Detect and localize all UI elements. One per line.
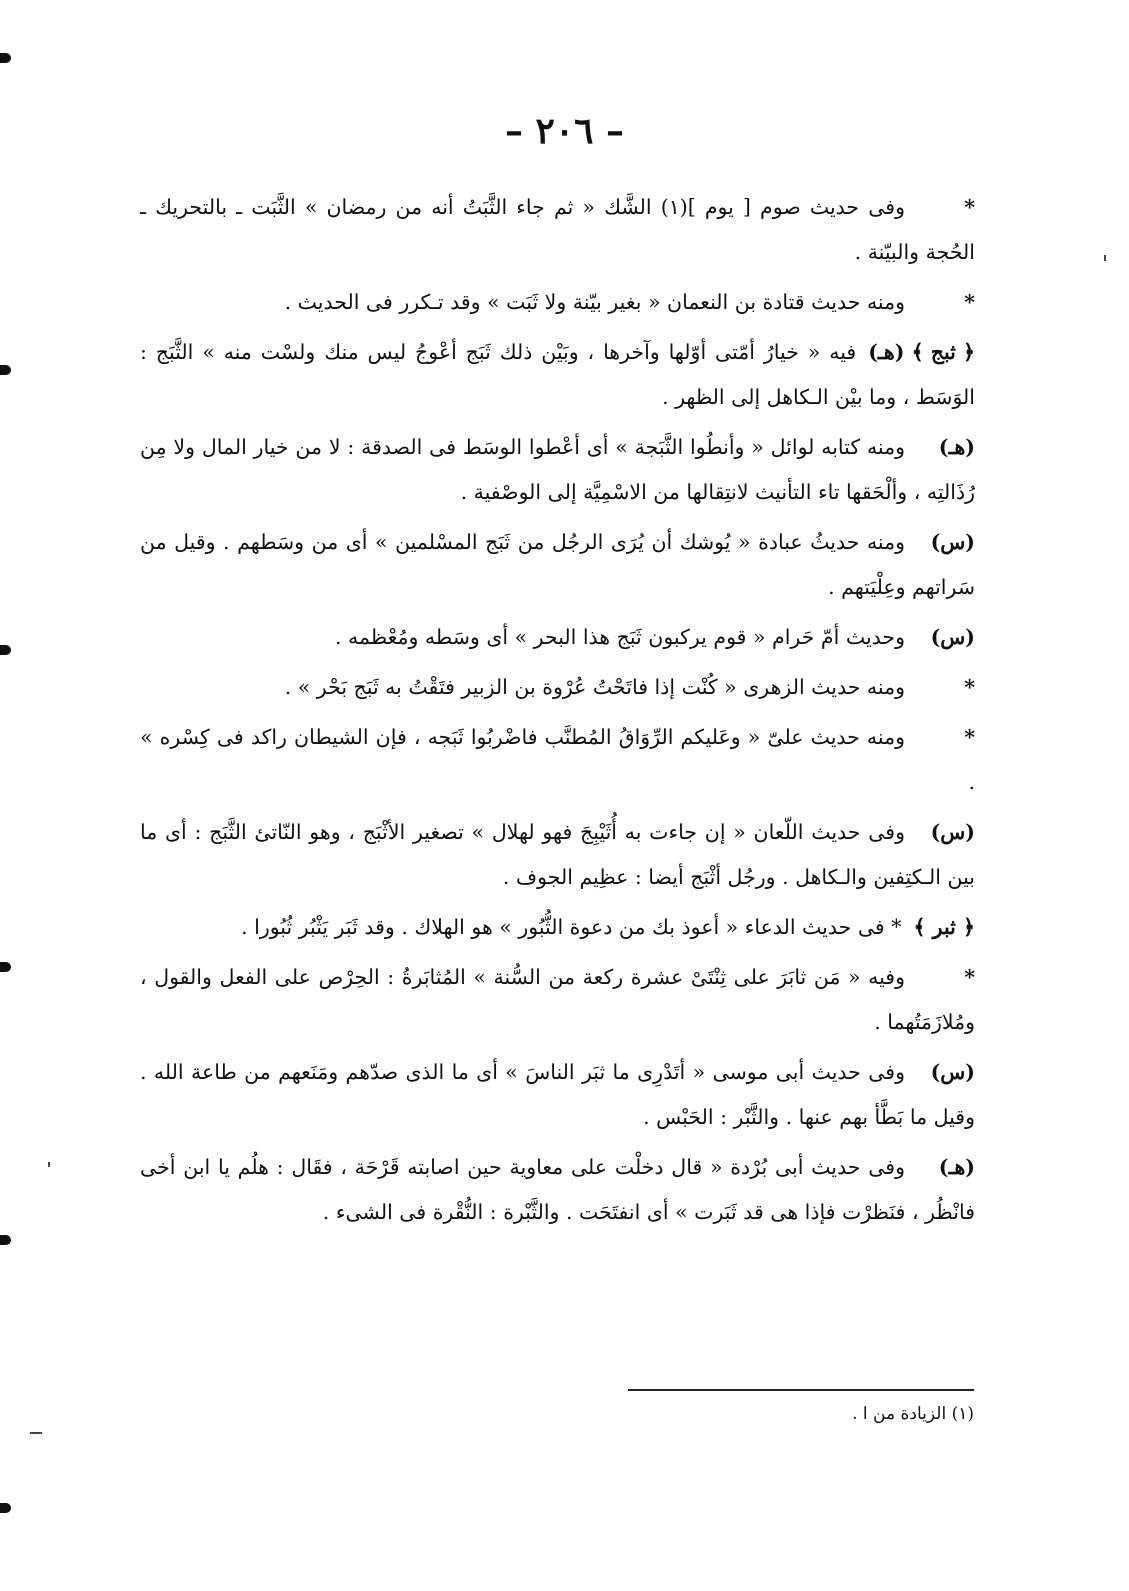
paragraph-text: ومنه حديث الزهرى « كُنْت إذا فاتَحْتُ عُرْوة بن الزبير فتَقْتُ به ثَبَج بَحْر » .: [284, 675, 905, 699]
paragraph-marker: (س): [930, 530, 975, 554]
paragraph-marker: *: [964, 725, 975, 749]
paragraph-text: ومنه حديث علىّ « وعَليكم الرِّوَاقُ المُطنَّب فاضْربُوا ثَبَجه ، فإن الشيطان راكد فى كِسْره » .: [140, 725, 975, 794]
paragraph-marker: *: [964, 290, 975, 314]
paragraph-text: وفى حديث أبى موسى « أتَدْرِى ما ثبَر الناسَ » أى ما الذى صدّهم ومَنَعهم من طاعة الله . وقيل ما بَطَّأ بهم عنها . والثَّبْر : الحَبْس .: [140, 1060, 975, 1129]
paragraph-marker: *: [964, 195, 976, 219]
paragraph-marker: (هـ): [938, 435, 975, 459]
paragraph: [140, 330, 975, 420]
paragraph: [140, 1050, 975, 1140]
entry-heading: ﴿ ثبر ﴾: [913, 915, 975, 939]
footnote: (١) الزيادة من ا .: [852, 1404, 974, 1424]
paragraph: [140, 810, 975, 900]
footnote-divider: [628, 1389, 974, 1391]
paragraph-text: وحديث أمّ حَرام « قوم يركبون ثَبَج هذا البحر » أى وسَطه ومُعْظمه .: [334, 625, 905, 649]
paragraph: [140, 425, 975, 515]
scan-speck: [48, 1162, 50, 1167]
paragraph-text: وفيه « مَن ثابَرَ على ثِنْتَىْ عشرة ركعة من السُّنة » المُثابَرةُ : الحِرْص على الفعل والقول ، ومُلازَمَتُهما .: [140, 965, 975, 1034]
paragraph-marker: (س): [930, 625, 975, 649]
binding-mark: [0, 1235, 11, 1245]
paragraph: [140, 905, 975, 950]
scan-speck: [1104, 255, 1106, 261]
entry-heading: ﴿ ثبج ﴾ (هـ): [868, 340, 975, 364]
paragraph-marker: (هـ): [938, 1155, 975, 1179]
scan-speck: [30, 1432, 42, 1434]
body-text: [140, 185, 975, 1240]
binding-mark: [0, 645, 11, 655]
paragraph: [140, 955, 975, 1045]
paragraph: [140, 1145, 975, 1235]
paragraph: [140, 280, 975, 325]
paragraph-text: وفى حديث صوم [ يوم ](١) الشَّك « ثم جاء الثَّبَتُ أنه من رمضان » الثَّبَت ـ بالتحريك ـ الحُجة والبيّنة .: [140, 195, 975, 264]
paragraph-marker: (س): [930, 820, 975, 844]
paragraph-text: ومنه حديث قتادة بن النعمان « بغير بيّنة ولا ثَبَت » وقد تـكرر فى الحديث .: [284, 290, 905, 314]
binding-mark: [0, 53, 11, 63]
paragraph-text: فيه « خيارُ أمّتى أوّلها وآخرها ، وبَيْن ذلك ثَبَج أعْوجُ ليس منك ولسْت منه » الثَّبَج : الوَسَط ، وما بيْن الـكاهل إلى الظهر .: [140, 340, 975, 409]
paragraph: [140, 185, 975, 275]
paragraph-marker: *: [964, 675, 975, 699]
paragraph-marker: (س): [930, 1060, 975, 1084]
paragraph: [140, 715, 975, 805]
paragraph-text: وفى حديث اللّعان « إن جاءت به أُثَيْبِجَ فهو لهلال » تصغير الأثْبَج ، وهو النّاتئ الثَّبَج : أى ما بين الـكتِفين والـكاهل . ورجُل أثْبَج أيضا : عظِيم الجوف .: [140, 820, 975, 889]
binding-mark: [0, 1503, 11, 1513]
page-number: – ٢٠٦ –: [504, 110, 625, 152]
paragraph: [140, 520, 975, 610]
binding-mark: [0, 962, 11, 972]
paragraph-text: ومنه كتابه لوائل « وأنطُوا الثَّبَجة » أى أعْطوا الوسَط فى الصدقة : لا من خيار المال ولا مِن رُذَالتِه ، وألْحَقها تاء التأنيث لانتِقالها من الاسْمِيَّة إلى الوصْفية .: [140, 435, 975, 504]
paragraph-marker: *: [964, 965, 976, 989]
paragraph-text: ومنه حديثُ عبادة « يُوشك أن يُرَى الرجُل من ثَبَج المسْلمين » أى من وسَطهم . وقيل من سَراتهم وعِلْيَتهم .: [140, 530, 975, 599]
paragraph-text: * فى حديث الدعاء « أعوذ بك من دعوة الثُّبُور » هو الهلاك . وقد ثَبَر يَثْبُر ثُبُورا .: [241, 915, 902, 939]
paragraph: [140, 615, 975, 660]
paragraph: [140, 665, 975, 710]
paragraph-text: وفى حديث أبى بُرْدة « قال دخلْت على معاوية حين اصابته قَرْحَة ، فقَال : هلُم يا ابن أخى فانْظُر ، فنَظرْت فإذا هى قد ثَبَرت » أى انفتَحَت . والثَّبْرة : النُّقْرة فى الشىء .: [140, 1155, 975, 1224]
binding-mark: [0, 365, 11, 375]
